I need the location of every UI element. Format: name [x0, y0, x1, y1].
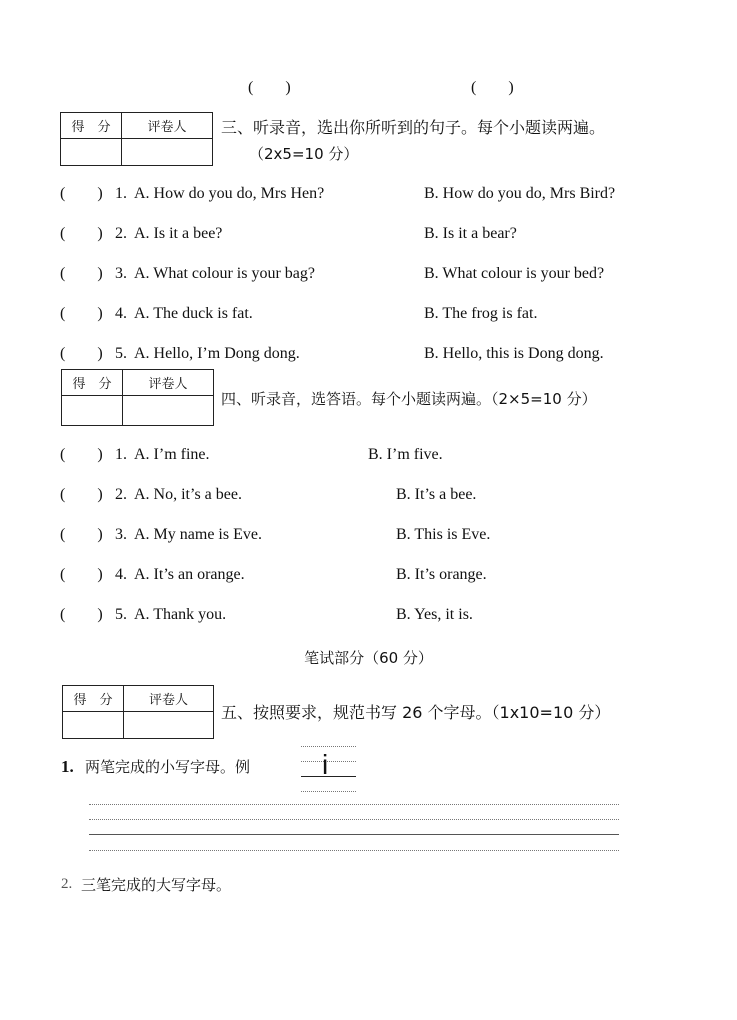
- answer-paren[interactable]: ( ): [60, 486, 103, 503]
- grader-label: 评卷人: [124, 686, 214, 712]
- grader-cell[interactable]: [124, 712, 214, 739]
- score-label: 得 分: [63, 686, 124, 712]
- q1-number: 1.: [61, 757, 74, 776]
- option-b: B. Is it a bear?: [424, 225, 517, 242]
- option-b: B. It’s a bee.: [396, 486, 477, 503]
- option-a: A. It’s an orange.: [134, 566, 245, 583]
- option-a: A. What colour is your bag?: [134, 265, 315, 282]
- option-b: B. Yes, it is.: [396, 606, 473, 623]
- top-answer-paren-right: ( ): [471, 79, 514, 96]
- question-number: 1.: [115, 185, 127, 202]
- answer-paren[interactable]: ( ): [60, 606, 103, 623]
- section3-points: （2x5=10 分）: [249, 145, 359, 163]
- question-number: 1.: [115, 446, 127, 463]
- question-number: 3.: [115, 265, 127, 282]
- option-b: B. What colour is your bed?: [424, 265, 605, 282]
- option-b: B. It’s orange.: [396, 566, 487, 583]
- option-a: A. Thank you.: [134, 606, 227, 623]
- option-b: B. Hello, this is Dong dong.: [424, 345, 604, 362]
- option-b: B. The frog is fat.: [424, 305, 538, 322]
- answer-paren[interactable]: ( ): [60, 305, 103, 322]
- option-a: A. I’m fine.: [134, 446, 210, 463]
- score-box-section3: [60, 112, 213, 166]
- answer-baseline: [89, 834, 619, 835]
- writing-line-middle: [301, 761, 356, 762]
- answer-paren[interactable]: ( ): [60, 526, 103, 543]
- option-a: A. My name is Eve.: [134, 526, 262, 543]
- answer-line-top: [89, 804, 619, 805]
- option-a: A. Hello, I’m Dong dong.: [134, 345, 300, 362]
- option-a: A. The duck is fat.: [134, 305, 253, 322]
- question-number: 2.: [115, 486, 127, 503]
- question-number: 5.: [115, 345, 127, 362]
- answer-paren[interactable]: ( ): [60, 345, 103, 362]
- question-number: 4.: [115, 305, 127, 322]
- q2-number: 2.: [61, 876, 73, 892]
- score-box-section5: [62, 685, 214, 739]
- grader-cell[interactable]: [123, 396, 214, 426]
- score-cell[interactable]: [62, 396, 123, 426]
- option-a: A. How do you do, Mrs Hen?: [134, 185, 325, 202]
- grader-label: 评卷人: [122, 113, 213, 139]
- option-b: B. I’m five.: [368, 446, 443, 463]
- score-cell[interactable]: [63, 712, 124, 739]
- score-cell[interactable]: [61, 139, 122, 166]
- writing-baseline: [301, 776, 356, 777]
- option-a: A. Is it a bee?: [134, 225, 223, 242]
- answer-paren[interactable]: ( ): [60, 446, 103, 463]
- option-a: A. No, it’s a bee.: [134, 486, 242, 503]
- section3-title: 三、听录音，选出你所听到的句子。每个小题读两遍。: [221, 118, 606, 137]
- top-answer-paren-left: ( ): [248, 79, 291, 96]
- question-number: 5.: [115, 606, 127, 623]
- grader-cell[interactable]: [122, 139, 213, 166]
- writing-line-bottom: [301, 791, 356, 792]
- score-box-section4: [61, 369, 214, 426]
- section4-title: 四、听录音，选答语。每个小题读两遍。（2×5=10 分）: [221, 390, 597, 408]
- option-b: B. How do you do, Mrs Bird?: [424, 185, 616, 202]
- written-part-title: 笔试部分（60 分）: [304, 649, 433, 667]
- question-number: 2.: [115, 225, 127, 242]
- answer-paren[interactable]: ( ): [60, 185, 103, 202]
- section5-title: 五、按照要求，规范书写 26 个字母。（1x10=10 分）: [221, 703, 611, 722]
- question-number: 4.: [115, 566, 127, 583]
- example-letter: i: [322, 749, 329, 780]
- score-label: 得 分: [62, 370, 123, 396]
- grader-label: 评卷人: [123, 370, 214, 396]
- answer-line-bottom: [89, 850, 619, 851]
- question-number: 3.: [115, 526, 127, 543]
- score-label: 得 分: [61, 113, 122, 139]
- option-b: B. This is Eve.: [396, 526, 491, 543]
- answer-paren[interactable]: ( ): [60, 566, 103, 583]
- answer-paren[interactable]: ( ): [60, 265, 103, 282]
- writing-line-top: [301, 746, 356, 747]
- answer-paren[interactable]: ( ): [60, 225, 103, 242]
- q2-text: 三笔完成的大写字母。: [81, 876, 232, 894]
- q1-text: 两笔完成的小写字母。例: [85, 758, 251, 776]
- answer-line-middle: [89, 819, 619, 820]
